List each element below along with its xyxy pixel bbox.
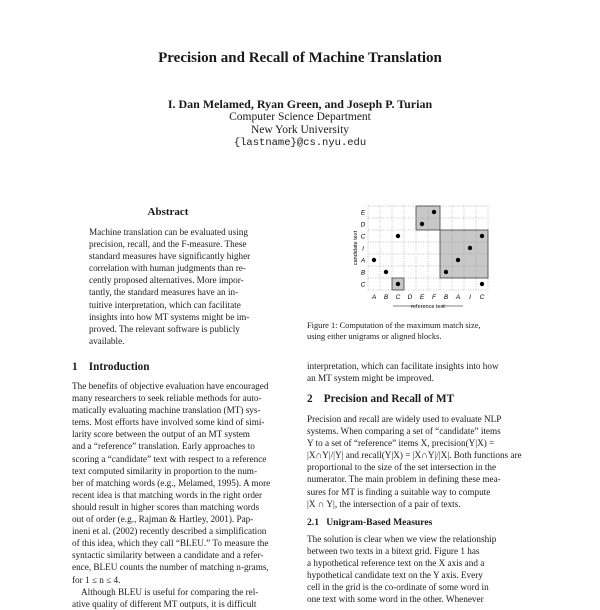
abstract-line: proved. The relevant software is publicly <box>89 323 240 334</box>
body-line: one text with some word in the other. Whenever <box>307 594 484 605</box>
match-point <box>420 222 424 226</box>
x-tick-label: B <box>383 294 389 301</box>
section-title: Precision and Recall of MT <box>323 393 455 405</box>
body-line: |X ∩ Y|, the intersection of a pair of texts. <box>307 498 461 509</box>
caption-line: Figure 1: Computation of the maximum match size, <box>307 321 481 330</box>
body-line: ence, BLEU counts the number of matching n-grams, <box>72 562 269 573</box>
abstract-line: cently proposed alternatives. More impor- <box>89 275 244 286</box>
section-title: Introduction <box>88 361 150 373</box>
subsection-2-1-body <box>307 533 529 606</box>
section-2-heading <box>307 393 454 405</box>
y-tick-label: C <box>360 281 366 289</box>
x-tick-label: E <box>419 294 425 301</box>
affiliation-university: New York University <box>250 124 350 136</box>
abstract-line: insights into how MT systems might be im- <box>89 311 250 322</box>
x-tick-label: B <box>443 294 449 301</box>
body-line: proportional to the size of the set intersection in the <box>307 462 497 473</box>
match-point <box>384 270 388 274</box>
section-2-body <box>307 413 529 510</box>
y-tick-label: D <box>360 221 366 229</box>
abstract-line: standard measures have significantly higher <box>89 251 251 262</box>
body-line: numerator. The main problem in defining these mea- <box>307 474 501 485</box>
body-line: interpretation, which can facilitate insights into how <box>307 361 499 371</box>
abstract-line: precision, recall, and the F-measure. These <box>89 239 247 250</box>
subsection-number: 2.1 <box>307 517 319 528</box>
body-line: scoring a “candidate” text with respect to a reference <box>72 453 267 464</box>
body-line: syntactic similarity between a candidate and a refer- <box>72 550 264 561</box>
abstract-line: tuitive interpretation, which can facilitate <box>89 299 241 310</box>
body-line: The benefits of objective evaluation have encouraged <box>72 381 269 391</box>
body-line: of this idea, which they call “BLEU.” To measure the <box>72 538 269 549</box>
match-point <box>480 282 484 286</box>
abstract-heading: Abstract <box>147 206 189 218</box>
x-tick-label: A <box>455 294 461 301</box>
match-point <box>480 234 484 238</box>
paper-title: Precision and Recall of Machine Translation <box>158 50 442 66</box>
subsection-title: Unigram-Based Measures <box>326 517 433 528</box>
x-tick-label: C <box>395 294 401 301</box>
abstract-line: available. <box>89 335 125 346</box>
x-tick-label: D <box>407 294 413 301</box>
x-tick-label: I <box>469 294 471 301</box>
body-line: should result in higher scores than matching words <box>72 501 260 512</box>
abstract-line: correlation with human judgments than re- <box>89 263 246 274</box>
body-line: cell in the grid is the co-ordinate of some word in <box>307 582 489 593</box>
match-point <box>396 234 400 238</box>
body-line: many researchers to seek reliable methods for auto- <box>72 393 262 404</box>
x-axis-label: reference text <box>411 304 445 310</box>
body-line: and a “reference” translation. Early approaches to <box>72 441 255 452</box>
body-line: |X∩Y|/|Y| and recall(Y|X) = |X∩Y|/|X|. Both functions are <box>307 450 522 461</box>
author-block <box>0 98 600 150</box>
body-line: systems. When comparing a set of “candidate” items <box>307 426 501 437</box>
x-tick-label: F <box>432 294 436 301</box>
body-line: ineni et al. (2002) recently described a simplification <box>72 526 267 537</box>
body-line: tems. Most efforts have involved some kind of simi- <box>72 417 265 428</box>
section-number: 2 <box>307 393 313 405</box>
match-point <box>396 282 400 286</box>
body-line: text computed similarity in proportion to the num- <box>72 465 257 476</box>
y-tick-label: I <box>362 245 364 253</box>
body-line: ative quality of different MT outputs, it is difficult <box>72 598 257 609</box>
x-tick-label: A <box>371 294 377 301</box>
y-tick-label: E <box>360 209 366 217</box>
body-line: Although BLEU is useful for comparing the rel- <box>81 586 259 597</box>
match-point <box>372 258 376 262</box>
body-line: sures for MT is finding a suitable way to compute <box>307 486 491 497</box>
figure-1-caption <box>307 320 537 342</box>
abstract-body <box>89 226 281 347</box>
match-point <box>444 270 448 274</box>
author-email: {lastname}@cs.nyu.edu <box>233 137 367 149</box>
abstract-line: tantly, the standard measures have an in- <box>89 287 239 298</box>
body-line: out of order (e.g., Rajman & Hartley, 2001). Pap- <box>72 514 254 525</box>
section-1-heading <box>72 361 150 373</box>
section-1-body <box>72 380 294 610</box>
figure-1-bitext-grid <box>352 200 512 314</box>
body-line: recent idea is that matching words in the right order <box>72 489 263 500</box>
y-axis-label: candidate text <box>353 230 359 266</box>
body-line: between two texts in a bitext grid. Figure 1 has <box>307 546 480 557</box>
match-point <box>432 210 436 214</box>
body-line: an MT system might be improved. <box>307 373 434 384</box>
y-tick-label: A <box>360 257 366 265</box>
body-line: hypothetical candidate text on the Y axis. Every <box>307 570 483 581</box>
match-point <box>468 246 472 250</box>
body-line: ber of matching words (e.g., Melamed, 1995). A more <box>72 477 271 488</box>
body-line: Y to a set of “reference” items X, precision(Y|X) = <box>307 438 495 449</box>
body-line: a hypothetical reference text on the X axis and a <box>307 558 485 569</box>
body-line: matically evaluating machine translation (MT) sys- <box>72 405 261 416</box>
author-names: I. Dan Melamed, Ryan Green, and Joseph P. Turian <box>167 97 433 111</box>
body-line: Precision and recall are widely used to evaluate NLP <box>307 414 502 424</box>
y-tick-label: B <box>360 269 366 277</box>
right-column-continuation <box>307 360 529 384</box>
y-tick-label: C <box>360 233 366 241</box>
caption-line: using either unigrams or aligned blocks. <box>307 332 442 341</box>
affiliation-department: Computer Science Department <box>229 111 371 123</box>
abstract-line: Machine translation can be evaluated using <box>89 227 248 237</box>
subsection-2-1-heading <box>307 517 432 528</box>
x-tick-label: C <box>479 294 485 301</box>
match-point <box>456 258 460 262</box>
body-line: The solution is clear when we view the relationship <box>307 534 497 544</box>
body-line: for 1 ≤ n ≤ 4. <box>72 574 121 585</box>
section-number: 1 <box>72 361 78 373</box>
body-line: larity score between the output of an MT system <box>72 429 250 440</box>
